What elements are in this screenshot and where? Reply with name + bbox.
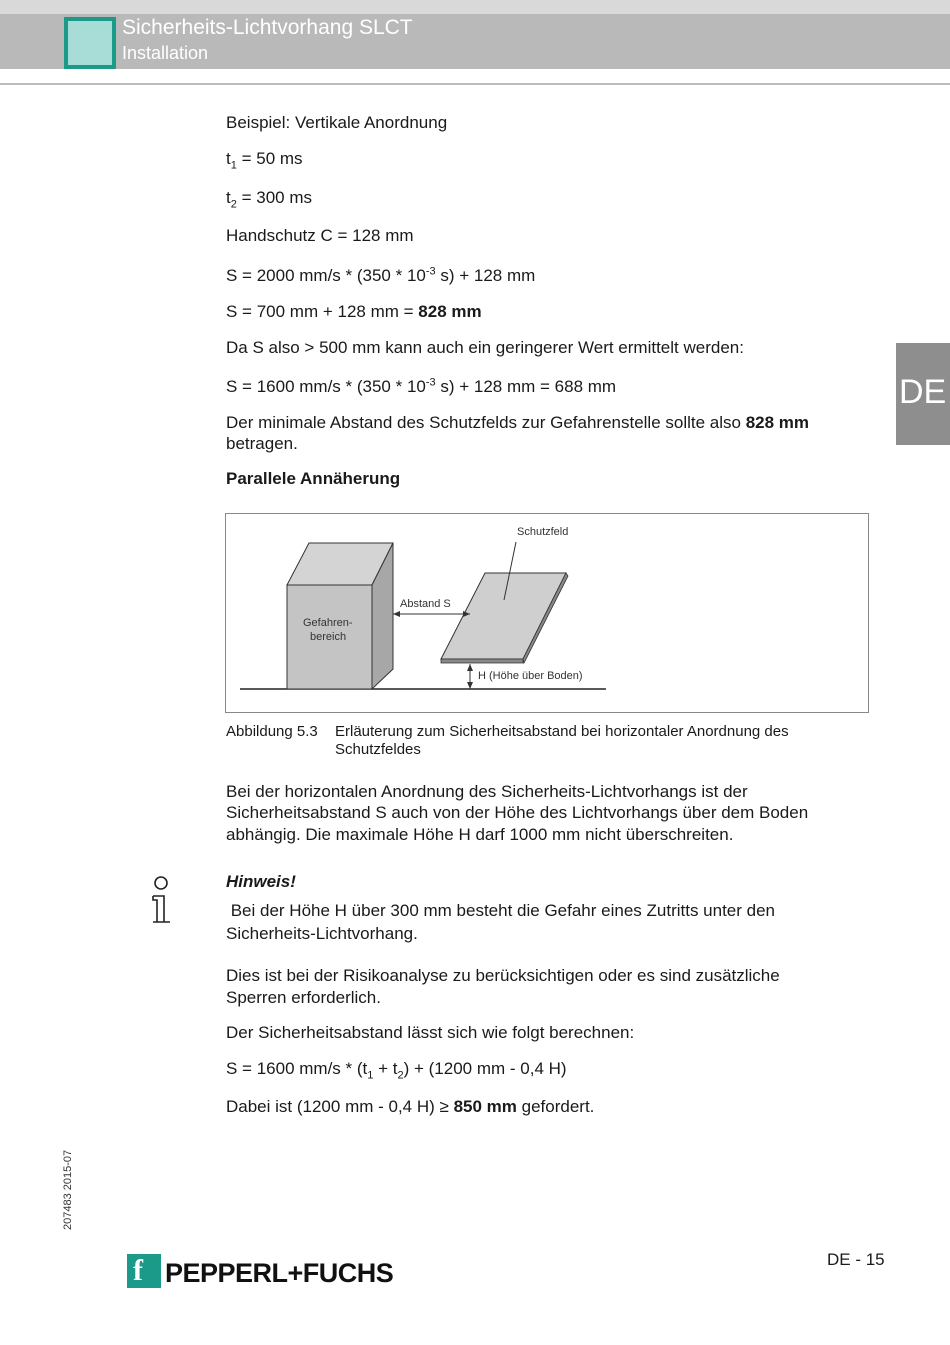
horizontal-para-line-1: Bei der horizontalen Anordnung des Sicherheits-Lichtvorhangs ist der [226, 782, 748, 801]
horizontal-para-line-2: Sicherheitsabstand S auch von der Höhe des Lichtvorhangs über dem Boden [226, 803, 809, 822]
brand-mark-icon: f [127, 1254, 161, 1288]
t1-line: $t_1 = 50$ ms [226, 149, 303, 172]
header-title: Sicherheits-Lichtvorhang SLCT [122, 16, 413, 39]
section-logo-icon [64, 17, 116, 69]
language-tab [896, 343, 950, 445]
horizontal-para-line-3: abhängig. Die maximale Höhe H darf 1000 mm nicht überschreiten. [226, 825, 734, 844]
distance-arrow-head-left [393, 611, 400, 617]
calc-line-3: S = 1600 $mm/s * (350 * 10^{-3}$ s) + 128 mm = 688 mm [226, 376, 617, 396]
safety-distance-figure [225, 513, 869, 713]
figure-label-gefahren: Gefahren- [303, 617, 353, 629]
header-subtitle: Installation [122, 43, 209, 63]
height-arrow-head-bottom [467, 682, 473, 689]
risk-line-1: Dies ist bei der Risikoanalyse zu berücksichtigen oder es sind zusätzliche [226, 966, 780, 985]
page-number: DE - 15 [827, 1250, 885, 1269]
brand-name: PEPPERL+FUCHS [165, 1258, 394, 1288]
figure-label-bereich: bereich [310, 631, 347, 643]
figure-label-hoehe: H (Höhe über Boden) [478, 670, 583, 682]
protective-field-edge [441, 659, 523, 663]
lower-value-note: Da S also > 500 mm kann auch ein geringerer Wert ermittelt werden: [226, 338, 744, 357]
parallel-heading: Parallele Annäherung [226, 469, 401, 488]
min-distance-line-1: Der minimale Abstand des Schutzfelds zur Gefahrenstelle sollte also 828 mm [226, 413, 810, 432]
hint-line-1: Bei der Höhe H über 300 mm besteht die Gefahr eines Zutritts unter den [226, 901, 776, 920]
example-heading: Beispiel: Vertikale Anordnung [226, 113, 448, 132]
risk-line-2: Sperren erforderlich. [226, 988, 381, 1007]
handschutz-line: Handschutz C = 128 mm [226, 226, 414, 245]
header-top-strip [0, 0, 950, 14]
requirement-line: Dabei ist (1200 mm - 0,4 H) ≥ 850 mm gefordert. [226, 1097, 595, 1116]
document-id: 207483 2015-07 [62, 1149, 74, 1230]
figure-label-abstand: Abstand S [400, 598, 451, 610]
hint-line-2: Sicherheits-Lichtvorhang. [226, 924, 418, 943]
hint-title: Hinweis! [226, 872, 296, 891]
calc-line-2: S = 700 mm + 128 mm = 828 mm [226, 302, 482, 321]
figure-caption-text: Erläuterung zum Sicherheitsabstand bei horizontaler Anordnung des Schutzfeldes [335, 723, 789, 758]
header-divider [0, 83, 950, 85]
language-tab-label: DE [899, 373, 947, 411]
figure-caption-number: Abbildung 5.3 [226, 723, 318, 740]
formula-line: S = 1600 $mm/s * (t_1 + t_2) + (1200$ mm - 0,4 H) [226, 1059, 567, 1082]
t2-line: $t_2 = 300$ ms [226, 188, 312, 211]
height-arrow-head-top [467, 664, 473, 671]
figure-drawing [226, 514, 868, 712]
info-icon [148, 874, 176, 926]
min-distance-line-2: betragen. [226, 434, 298, 453]
calc-line-1: S = 2000 $mm/s * (350 * 10^{-3}$ s) + 128 mm [226, 265, 536, 285]
formula-intro: Der Sicherheitsabstand lässt sich wie folgt berechnen: [226, 1023, 635, 1042]
figure-label-schutzfeld: Schutzfeld [517, 526, 569, 538]
